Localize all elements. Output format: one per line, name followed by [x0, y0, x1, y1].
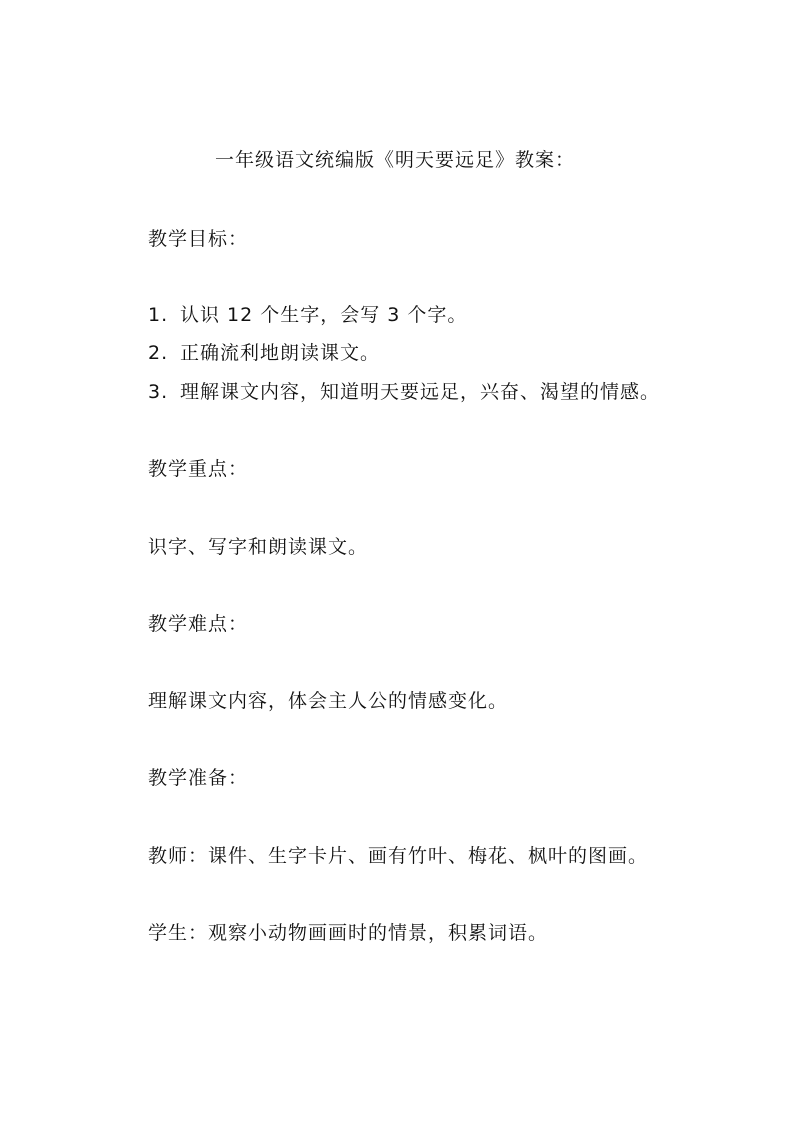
difficulties-text: 理解课文内容，体会主人公的情感变化。	[148, 690, 509, 712]
goal-item-3	[148, 379, 660, 405]
preparation-student: 学生：观察小动物画画时的情景，积累词语。	[148, 922, 549, 944]
goal-text: 认识 12 个生字，会写 3 个字。	[180, 304, 468, 326]
goal-number: 1.	[148, 304, 169, 326]
preparation-teacher: 教师：课件、生字卡片、画有竹叶、梅花、枫叶的图画。	[148, 845, 649, 867]
goal-number: 2.	[148, 342, 169, 364]
key-points-text: 识字、写字和朗读课文。	[148, 536, 369, 558]
goal-number: 3.	[148, 381, 169, 403]
document-title: 一年级语文统编版《明天要远足》教案：	[215, 149, 576, 171]
goals-heading: 教学目标：	[148, 228, 249, 250]
goal-text: 正确流利地朗读课文。	[180, 342, 381, 364]
goal-item-2	[148, 340, 380, 366]
difficulties-heading: 教学难点：	[148, 613, 249, 635]
key-points-heading: 教学重点：	[148, 458, 249, 480]
goal-item-1	[148, 302, 467, 328]
goal-text: 理解课文内容，知道明天要远足，兴奋、渴望的情感。	[180, 381, 661, 403]
preparation-heading: 教学准备：	[148, 767, 249, 789]
